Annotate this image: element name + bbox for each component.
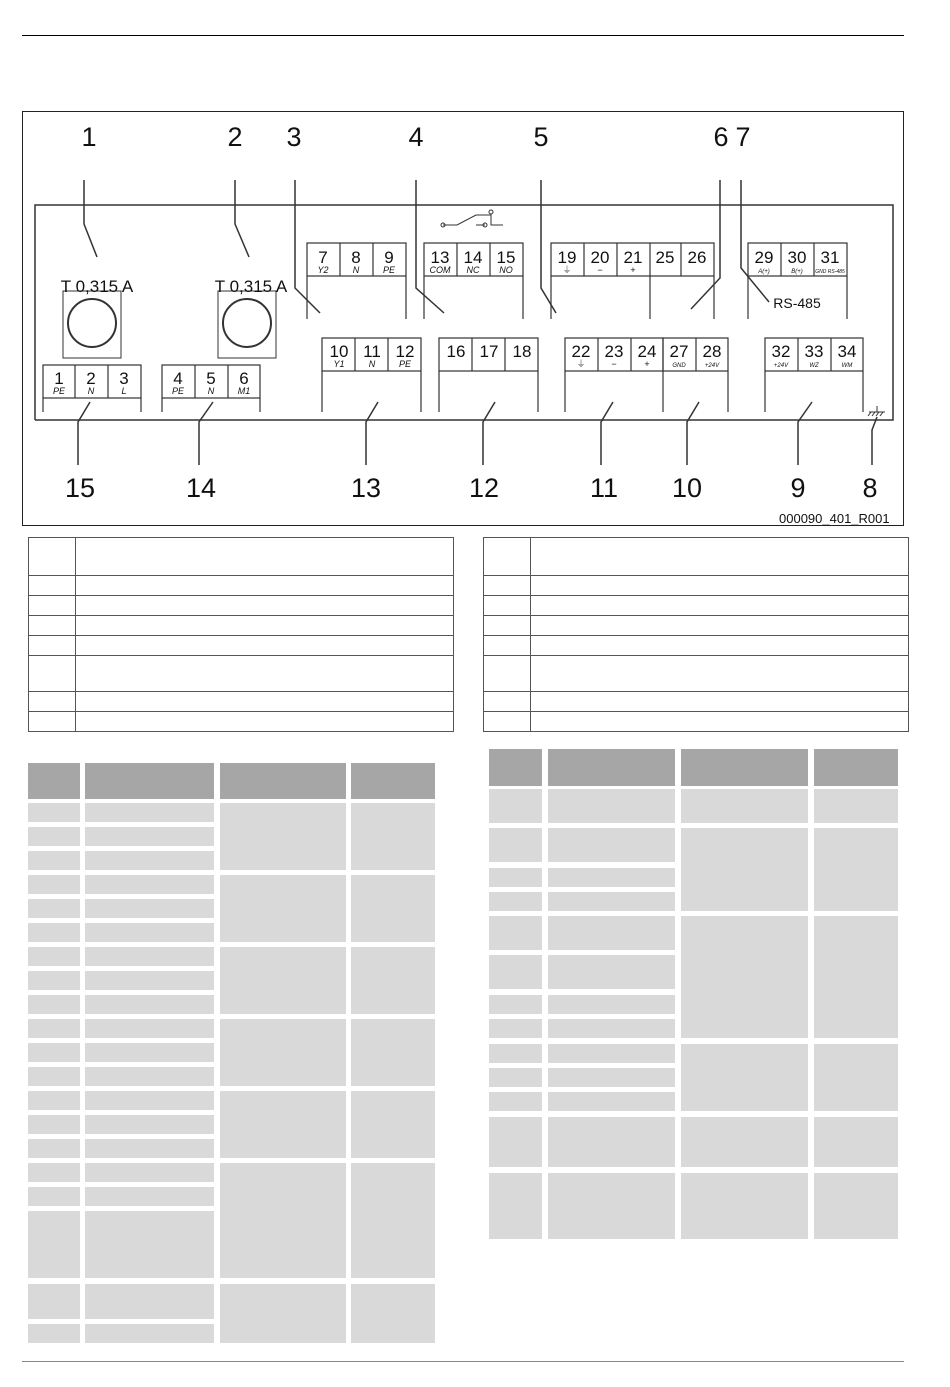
callout-6: 6 bbox=[713, 122, 729, 152]
callout-2: 2 bbox=[227, 122, 243, 152]
svg-text:23: 23 bbox=[604, 342, 624, 361]
top-rule bbox=[22, 35, 904, 36]
svg-text:⏚: ⏚ bbox=[562, 265, 572, 275]
svg-text:26: 26 bbox=[687, 248, 707, 267]
relay-symbol bbox=[443, 215, 503, 225]
leader-6 bbox=[691, 180, 720, 309]
svg-text:GND: GND bbox=[672, 363, 686, 369]
svg-text:+: + bbox=[644, 359, 650, 369]
leader-1 bbox=[84, 180, 97, 257]
callout-7: 7 bbox=[735, 122, 751, 152]
leader-9 bbox=[798, 402, 812, 465]
svg-text:N: N bbox=[87, 386, 95, 396]
leader-2 bbox=[235, 180, 249, 257]
svg-text:29: 29 bbox=[754, 248, 774, 267]
terminal-diagram bbox=[22, 111, 904, 526]
svg-text:12: 12 bbox=[395, 342, 415, 361]
legend-table-right bbox=[483, 537, 909, 732]
fuse-2-circle bbox=[223, 299, 271, 347]
fuse-2-label: T 0,315 A bbox=[214, 277, 288, 296]
svg-text:GND RS-485: GND RS-485 bbox=[815, 269, 845, 275]
svg-text:10: 10 bbox=[329, 342, 349, 361]
svg-text:30: 30 bbox=[787, 248, 807, 267]
svg-text:17: 17 bbox=[479, 342, 499, 361]
callout-14: 14 bbox=[185, 473, 217, 503]
svg-text:7: 7 bbox=[318, 248, 328, 267]
svg-text:PE: PE bbox=[52, 386, 66, 396]
fuse-1-circle bbox=[68, 299, 116, 347]
svg-text:PE: PE bbox=[382, 265, 396, 275]
svg-text:WM: WM bbox=[841, 363, 853, 369]
callout-15: 15 bbox=[64, 473, 96, 503]
svg-text:14: 14 bbox=[463, 248, 483, 267]
leader-4 bbox=[416, 180, 444, 313]
svg-text:18: 18 bbox=[512, 342, 532, 361]
svg-text:4: 4 bbox=[173, 369, 183, 388]
leader-13 bbox=[366, 402, 378, 465]
svg-text:28: 28 bbox=[702, 342, 722, 361]
callout-10: 10 bbox=[671, 473, 703, 503]
svg-text:2: 2 bbox=[86, 369, 96, 388]
fuse-1-label: T 0,315 A bbox=[60, 277, 134, 296]
svg-text:34: 34 bbox=[837, 342, 857, 361]
rs485-label: RS-485 bbox=[773, 295, 821, 311]
callout-3: 3 bbox=[286, 122, 302, 152]
svg-text:33: 33 bbox=[804, 342, 824, 361]
svg-text:19: 19 bbox=[557, 248, 577, 267]
svg-text:15: 15 bbox=[496, 248, 516, 267]
callout-11: 11 bbox=[589, 473, 619, 503]
leader-14 bbox=[199, 402, 213, 465]
svg-text:B(+): B(+) bbox=[791, 269, 803, 275]
svg-text:21: 21 bbox=[623, 248, 643, 267]
svg-text:⏚: ⏚ bbox=[576, 359, 586, 369]
svg-text:22: 22 bbox=[571, 342, 591, 361]
diagram-code: 000090_401_R001 bbox=[779, 511, 890, 526]
svg-text:−: − bbox=[611, 359, 617, 369]
svg-text:+24V: +24V bbox=[704, 363, 720, 369]
terminal-diagram-svg bbox=[23, 112, 904, 526]
bottom-rule bbox=[22, 1361, 904, 1362]
svg-text:16: 16 bbox=[446, 342, 466, 361]
callout-1: 1 bbox=[81, 122, 97, 152]
svg-text:3: 3 bbox=[119, 369, 129, 388]
svg-text:25: 25 bbox=[655, 248, 675, 267]
svg-text:24: 24 bbox=[637, 342, 657, 361]
svg-text:11: 11 bbox=[363, 342, 381, 361]
callout-9: 9 bbox=[790, 473, 806, 503]
svg-text:6: 6 bbox=[239, 369, 249, 388]
svg-text:NO: NO bbox=[499, 265, 513, 275]
svg-text:27: 27 bbox=[669, 342, 689, 361]
device-outline bbox=[35, 205, 893, 420]
callout-12: 12 bbox=[468, 473, 500, 503]
callout-13: 13 bbox=[350, 473, 382, 503]
svg-text:20: 20 bbox=[590, 248, 610, 267]
svg-text:WZ: WZ bbox=[809, 363, 819, 369]
svg-text:L: L bbox=[121, 386, 127, 396]
ground-symbol bbox=[868, 406, 885, 416]
leader-10 bbox=[687, 402, 699, 465]
svg-text:+24V: +24V bbox=[773, 363, 789, 369]
svg-text:31: 31 bbox=[820, 248, 840, 267]
svg-text:Y1: Y1 bbox=[333, 359, 345, 369]
svg-text:N: N bbox=[352, 265, 360, 275]
svg-text:13: 13 bbox=[430, 248, 450, 267]
leader-12 bbox=[483, 402, 495, 465]
svg-text:NC: NC bbox=[466, 265, 480, 275]
callout-4: 4 bbox=[408, 122, 424, 152]
svg-text:PE: PE bbox=[398, 359, 412, 369]
svg-text:−: − bbox=[597, 265, 603, 275]
callout-5: 5 bbox=[533, 122, 549, 152]
svg-text:9: 9 bbox=[384, 248, 394, 267]
svg-text:A(+): A(+) bbox=[758, 269, 770, 275]
leader-5 bbox=[541, 180, 556, 313]
leader-8 bbox=[872, 417, 877, 465]
legend-table-left bbox=[28, 537, 454, 732]
leader-7 bbox=[741, 180, 769, 302]
callout-8: 8 bbox=[862, 473, 878, 503]
svg-text:N: N bbox=[207, 386, 215, 396]
svg-text:N: N bbox=[368, 359, 376, 369]
svg-text:Y2: Y2 bbox=[317, 265, 329, 275]
svg-text:1: 1 bbox=[54, 369, 64, 388]
svg-text:32: 32 bbox=[771, 342, 791, 361]
svg-text:+: + bbox=[630, 265, 636, 275]
leader-15 bbox=[78, 402, 90, 465]
svg-text:PE: PE bbox=[171, 386, 185, 396]
svg-text:COM: COM bbox=[429, 265, 451, 275]
svg-text:5: 5 bbox=[206, 369, 216, 388]
svg-text:8: 8 bbox=[351, 248, 361, 267]
leader-11 bbox=[601, 402, 613, 465]
svg-text:M1: M1 bbox=[237, 386, 251, 396]
